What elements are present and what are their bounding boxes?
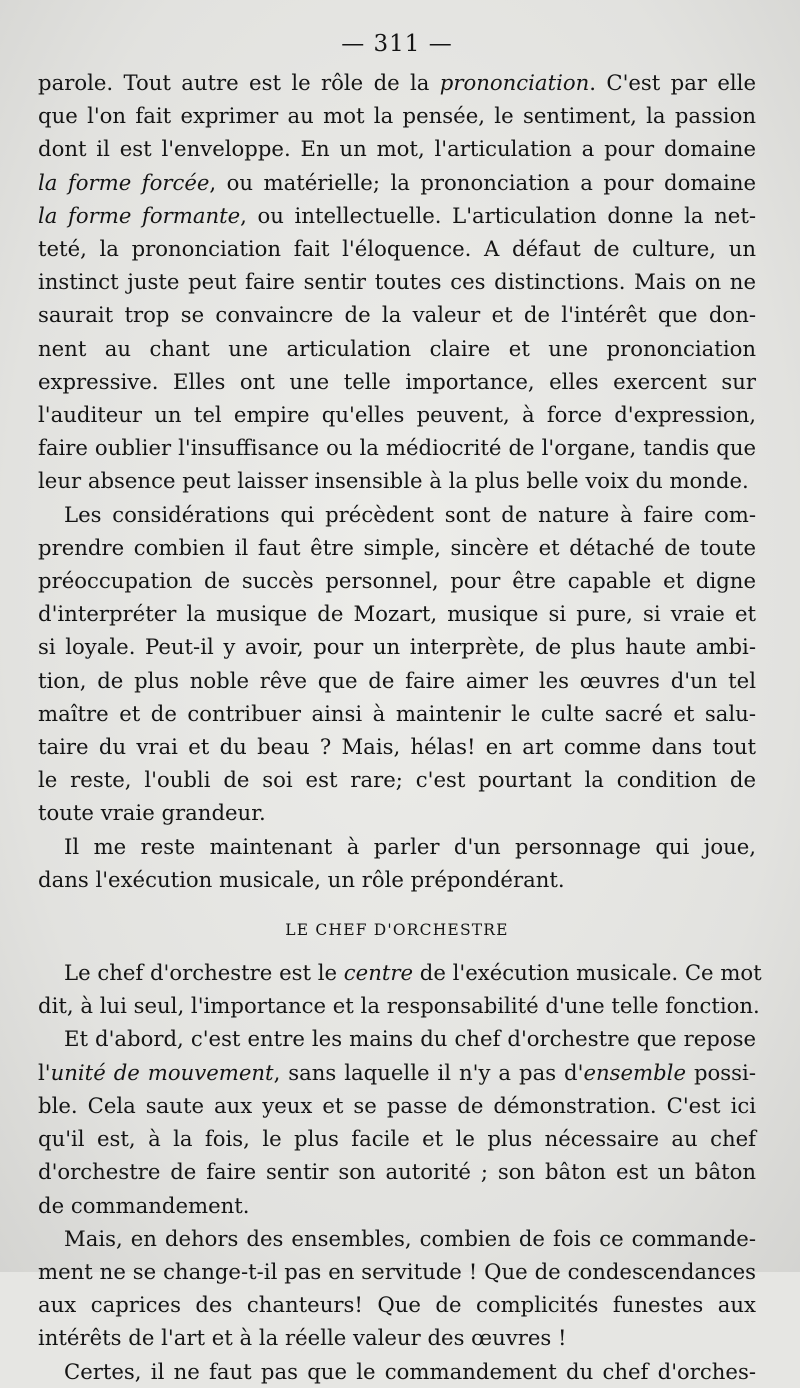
text-line: le reste, l'oubli de soi est rare; c'est pourtant la condition de <box>38 767 756 793</box>
text-line: maître et de contribuer ainsi à maintenir le culte sacré et salu- <box>38 700 756 726</box>
text-line: Il me reste maintenant à parler d'un personnage qui joue, <box>64 833 756 859</box>
paragraph <box>38 1355 756 1388</box>
text-line: l'auditeur un tel empire qu'elles peuvent, à force d'expression, <box>38 402 756 428</box>
text-line: ble. Cela saute aux yeux et se passe de démonstration. C'est ici <box>38 1092 756 1118</box>
text-line: dont il est l'enveloppe. En un mot, l'articulation a pour domaine <box>38 136 756 162</box>
page-number: — 311 — <box>341 31 453 57</box>
text-line: que l'on fait exprimer au mot la pensée, le sentiment, la passion <box>38 103 756 129</box>
text-line: Et d'abord, c'est entre les mains du chef d'orchestre que repose <box>64 1026 756 1052</box>
paragraph <box>38 830 756 896</box>
text-line: intérêts de l'art et à la réelle valeur des œuvres ! <box>38 1325 567 1351</box>
paragraph <box>38 956 762 1022</box>
text-line: faire oublier l'insuffisance ou la médiocrité de l'organe, tandis que <box>38 435 756 461</box>
text-line: Certes, il ne faut pas que le commandement du chef d'orches- <box>64 1358 756 1384</box>
text-line: Le chef d'orchestre est le centre de l'exécution musicale. Ce mot <box>64 960 762 986</box>
text-line: tion, de plus noble rêve que de faire aimer les œuvres d'un tel <box>38 667 756 693</box>
text-line: teté, la prononciation fait l'éloquence. A défaut de culture, un <box>38 236 756 262</box>
text-line: ment ne se change-t-il pas en servitude ! Que de condescendances <box>38 1258 756 1284</box>
text-line: parole. Tout autre est le rôle de la prononciation. C'est par elle <box>38 70 756 95</box>
text-line: taire du vrai et du beau ? Mais, hélas! en art comme dans tout <box>38 734 756 760</box>
text-line: préoccupation de succès personnel, pour être capable et digne <box>38 568 756 594</box>
text-line: leur absence peut laisser insensible à la plus belle voix du monde. <box>38 468 749 494</box>
paragraph <box>38 1022 756 1221</box>
text-line: Les considérations qui précèdent sont de nature à faire com- <box>64 501 756 527</box>
text-line: toute vraie grandeur. <box>38 800 266 826</box>
text-line: saurait trop se convaincre de la valeur et de l'intérêt que don- <box>38 302 756 328</box>
text-line: nent au chant une articulation claire et une prononciation <box>38 335 756 361</box>
text-line: dans l'exécution musicale, un rôle prépondérant. <box>38 866 565 892</box>
text-line: Mais, en dehors des ensembles, combien de fois ce commande- <box>64 1225 756 1251</box>
paragraph <box>38 1222 756 1355</box>
text-line: la forme forcée, ou matérielle; la prononciation a pour domaine <box>38 169 757 195</box>
text-line: qu'il est, à la fois, le plus facile et le plus nécessaire au chef <box>38 1126 756 1152</box>
paragraph <box>38 498 756 830</box>
section-heading: LE CHEF D'ORCHESTRE <box>285 921 509 940</box>
text-line: la forme formante, ou intellectuelle. L'articulation donne la net- <box>38 202 756 228</box>
text-line: instinct juste peut faire sentir toutes ces distinctions. Mais on ne <box>38 269 756 295</box>
text-line: l'unité de mouvement, sans laquelle il n'y a pas d'ensemble possi- <box>38 1059 756 1085</box>
text-line: d'interpréter la musique de Mozart, musique si pure, si vraie et <box>38 601 756 627</box>
text-line: dit, à lui seul, l'importance et la responsabilité d'une telle fonction. <box>38 993 760 1019</box>
text-block-before-heading <box>38 66 756 896</box>
text-line: expressive. Elles ont une telle importance, elles exercent sur <box>38 368 756 394</box>
text-line: aux caprices des chanteurs! Que de complicités funestes aux <box>38 1292 756 1318</box>
text-line: de commandement. <box>38 1192 250 1218</box>
text-block-after-heading <box>38 956 762 1388</box>
text-line: si loyale. Peut-il y avoir, pour un interprète, de plus haute ambi- <box>38 634 756 660</box>
text-line: prendre combien il faut être simple, sincère et détaché de toute <box>38 534 756 560</box>
paragraph <box>38 66 756 498</box>
text-line: d'orchestre de faire sentir son autorité ; son bâton est un bâton <box>38 1159 756 1185</box>
